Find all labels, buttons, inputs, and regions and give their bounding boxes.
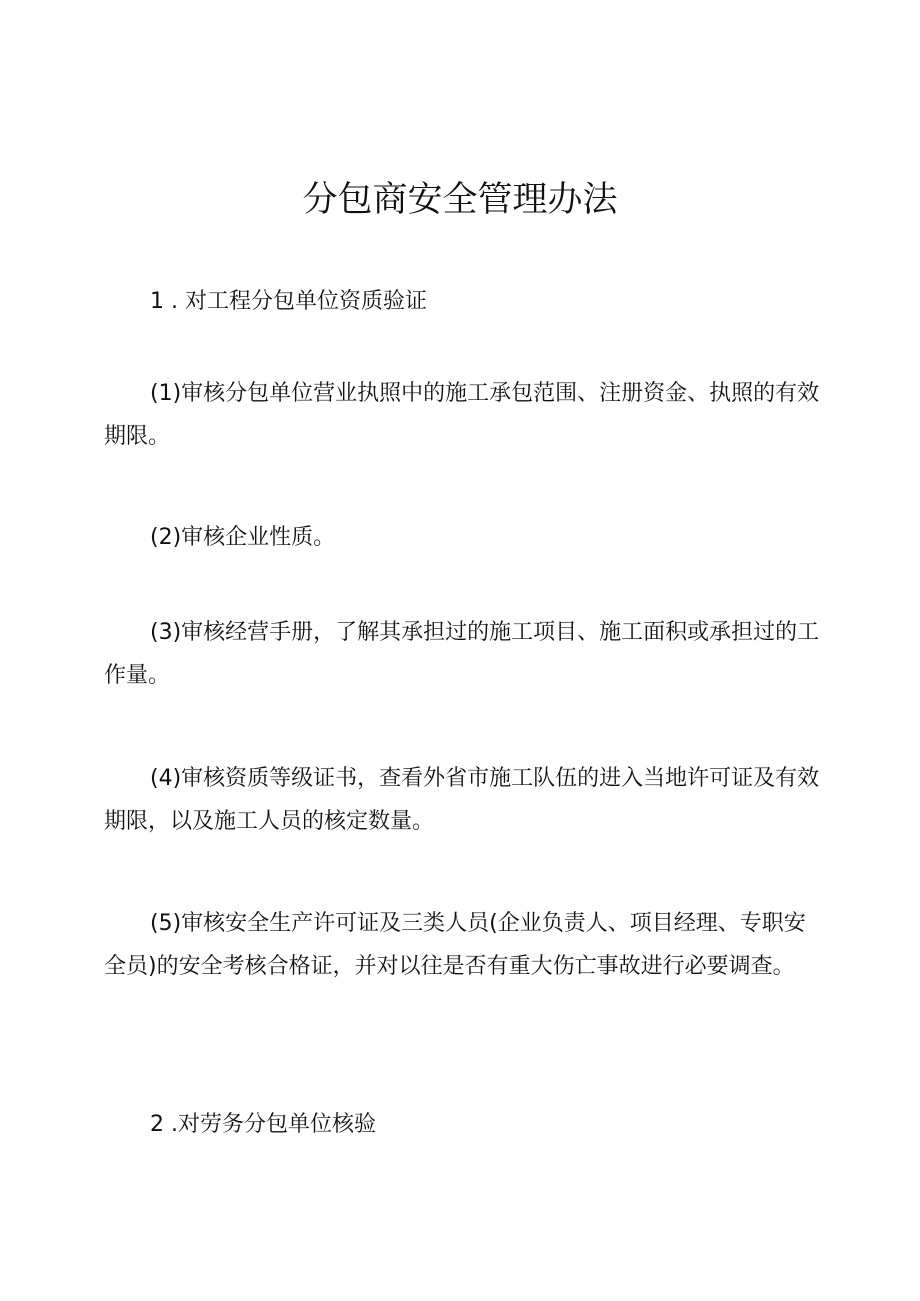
paragraph-item-3: (3)审核经营手册，了解其承担过的施工项目、施工面积或承担过的工作量。 (104, 620, 820, 688)
paragraph-item-1: (1)审核分包单位营业执照中的施工承包范围、注册资金、执照的有效期限。 (104, 381, 820, 449)
document-title: 分包商安全管理办法 (302, 180, 618, 220)
section-heading-2: 2 .对劳务分包单位核验 (150, 1112, 376, 1137)
paragraph-item-2: (2)审核企业性质。 (150, 525, 336, 550)
paragraph-item-5: (5)审核安全生产许可证及三类人员(企业负责人、项目经理、专职安全员)的安全考核合格证，并对以往是否有重大伤亡事故进行必要调查。 (104, 911, 806, 979)
paragraph-item-4: (4)审核资质等级证书，查看外省市施工队伍的进入当地许可证及有效期限，以及施工人员的核定数量。 (104, 766, 820, 834)
section-heading-1: 1 . 对工程分包单位资质验证 (150, 289, 427, 314)
